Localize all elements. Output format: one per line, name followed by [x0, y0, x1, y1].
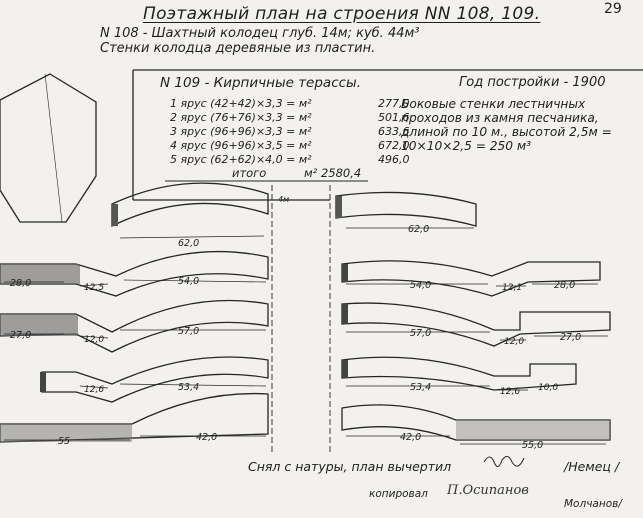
surveyed-note: Снял с натуры, план вычертил [248, 459, 452, 474]
dim-left-t1-center: 62,0 [178, 238, 200, 249]
tier-row: 5 ярус (62+62)×4,0 = м² 496,0 [170, 153, 410, 166]
dim-right-t5-outer: 55,0 [522, 440, 544, 451]
side-walls-line: Боковые стенки лестничных [401, 97, 586, 111]
dim-left-t4-arc: 53,4 [178, 382, 200, 393]
dim-left-t3-arc: 57,0 [178, 326, 200, 337]
dim-right-t2-step: 12,1 [502, 283, 523, 293]
dim-right-t4-step: 12,6 [500, 387, 521, 397]
right-tier1-arc [336, 192, 476, 226]
copier-name: Молчанов/ [564, 498, 622, 510]
hexagon-well-outline [0, 74, 96, 222]
dim-left-t2-outer: 28,0 [10, 278, 32, 289]
side-walls-line: проходов из камня песчаника, [401, 111, 599, 125]
header-108-line1: N 108 - Шахтный колодец глуб. 14м; куб. 44м³ [100, 26, 420, 41]
dim-left-t2-step: 12,5 [84, 283, 105, 293]
dim-height-label: 4м [278, 195, 290, 204]
left-tier1-end [112, 204, 118, 226]
dim-left-t2-arc: 54,0 [178, 276, 200, 287]
dim-left-t4-step: 12,6 [84, 385, 105, 395]
tier-row: 2 ярус (76+76)×3,3 = м² 501,6 [170, 111, 410, 124]
side-walls-line: длиной по 10 м., высотой 2,5м = [401, 125, 612, 139]
page-title: Поэтажный план на строения NN 108, 109. [143, 4, 541, 24]
copied-label: копировал [369, 488, 428, 500]
tier-row: 1 ярус (42+42)×3,3 = м² 277,0 [170, 97, 410, 110]
year-built: Год постройки - 1900 [459, 75, 606, 90]
dim-right-t3-arc: 57,0 [410, 328, 432, 339]
left-tier4-body [42, 357, 268, 402]
tier-row: 4 ярус (96+96)×3,5 = м² 672,0 [170, 139, 410, 152]
dim-right-t5-arc: 42,0 [400, 432, 422, 443]
page-number: 29 [604, 1, 622, 17]
dim-left-t5-outer: 55 [58, 436, 71, 447]
dim-right-t4-arc: 53,4 [410, 382, 432, 393]
surveyor-signature-scribble [484, 456, 524, 466]
hexagon-axis [45, 74, 62, 222]
left-tier1-arc [112, 183, 268, 226]
dim-right-t3-outer: 27,0 [560, 332, 582, 343]
surveyor-name: /Немец / [564, 459, 620, 474]
header-108-line2: Стенки колодца деревяные из пластин. [100, 41, 376, 56]
dim-right-t2-outer: 28,0 [554, 280, 576, 291]
tiers-total: итого м² 2580,4 [232, 166, 362, 180]
dim-left-t3-step: 12,0 [84, 335, 105, 345]
dim-right-t2-arc: 54,0 [410, 280, 432, 291]
tier-row: 3 ярус (96+96)×3,3 = м² 633,6 [170, 125, 410, 138]
copier-signature: П.Осипанов [447, 483, 529, 498]
dim-right-t3-step: 12,0 [504, 337, 525, 347]
section-109-title: N 109 - Кирпичные терассы. [160, 75, 362, 91]
dim-left-t3-outer: 27,0 [10, 330, 32, 341]
side-walls-line: 10×10×2,5 = 250 м³ [401, 139, 531, 153]
dim-right-t1-center: 62,0 [408, 224, 430, 235]
dim-right-t4-outer: 10,0 [538, 383, 559, 393]
dim-left-t5-arc: 42,0 [196, 432, 218, 443]
